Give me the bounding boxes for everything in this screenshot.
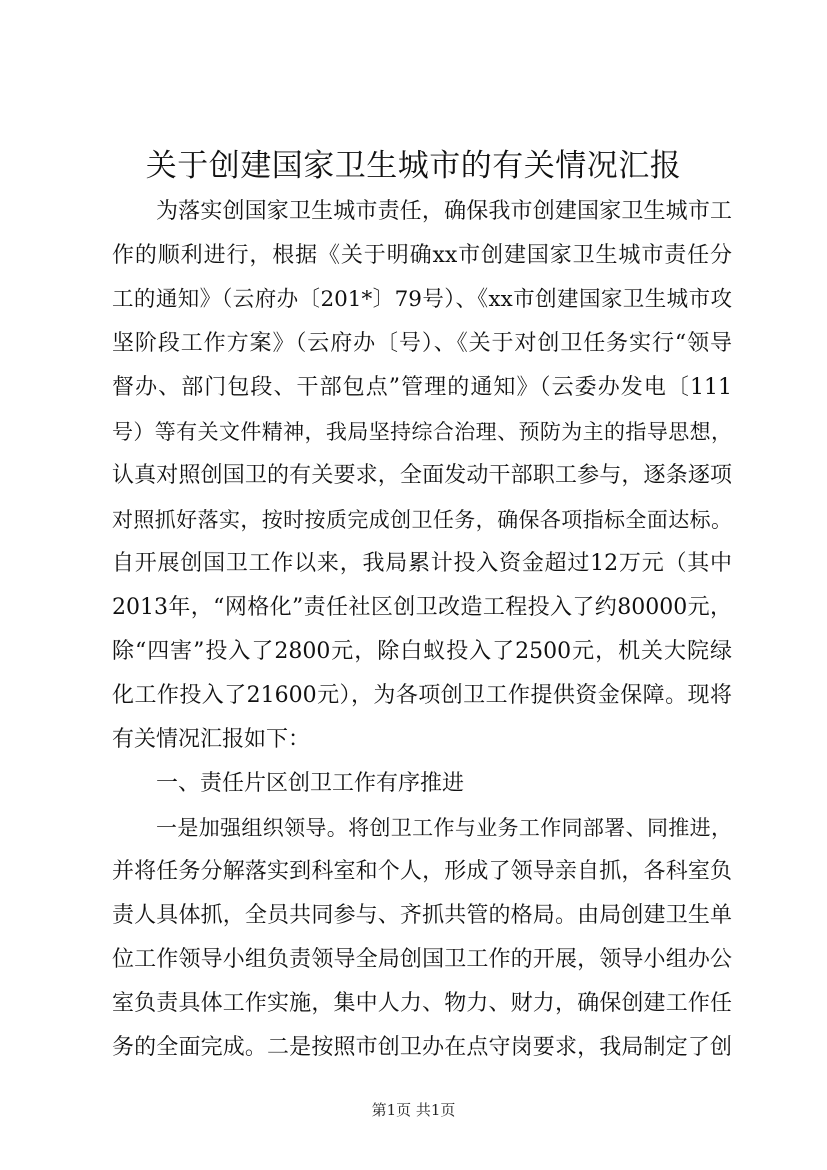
paragraph-line: 室负责具体工作实施，集中人力、物力、财力，确保创建工作任 (112, 991, 732, 1016)
paragraph-line: 为落实创国家卫生城市责任，确保我市创建国家卫生城市工 (156, 199, 732, 224)
paragraph-line: 责人具体抓，全员共同参与、齐抓共管的格局。由局创建卫生单 (112, 903, 732, 928)
paragraph-line: 自开展创国卫工作以来，我局累计投入资金超过12万元（其中 (112, 551, 732, 576)
paragraph-line: 2013年，“网格化”责任社区创卫改造工程投入了约80000元， (112, 595, 732, 620)
paragraph-line: 对照抓好落实，按时按质完成创卫任务，确保各项指标全面达标。 (112, 508, 732, 532)
paragraph-line: 督办、部门包段、干部包点”管理的通知》（云委办发电〔111 (112, 375, 732, 400)
paragraph-line: 并将任务分解落实到科室和个人，形成了领导亲自抓，各科室负 (112, 859, 732, 884)
page-footer: 第1页 共1页 (371, 1101, 456, 1119)
document-title: 关于创建国家卫生城市的有关情况汇报 (145, 148, 682, 184)
paragraph-line: 一是加强组织领导。将创卫工作与业务工作同部署、同推进， (156, 816, 732, 840)
paragraph-line: 化工作投入了21600元），为各项创卫工作提供资金保障。现将 (112, 683, 732, 708)
paragraph-line: 作的顺利进行，根据《关于明确xx市创建国家卫生城市责任分 (112, 243, 732, 268)
paragraph-line: 位工作领导小组负责领导全局创国卫工作的开展，领导小组办公 (112, 947, 732, 972)
paragraph-line: 除“四害”投入了2800元，除白蚁投入了2500元，机关大院绿 (112, 639, 732, 664)
paragraph-line: 坚阶段工作方案》（云府办〔号）、《关于对创卫任务实行“领导 (112, 331, 732, 356)
paragraph-line: 有关情况汇报如下： (112, 727, 311, 752)
section-heading: 一、责任片区创卫工作有序推进 (156, 771, 465, 796)
paragraph-line: 号）等有关文件精神，我局坚持综合治理、预防为主的指导思想， (112, 420, 732, 444)
paragraph-line: 认真对照创国卫的有关要求，全面发动干部职工参与，逐条逐项 (112, 463, 732, 488)
paragraph-line: 工的通知》（云府办〔201*〕79号）、《xx市创建国家卫生城市攻 (112, 287, 732, 312)
paragraph-line: 务的全面完成。二是按照市创卫办在点守岗要求，我局制定了创 (112, 1035, 732, 1060)
